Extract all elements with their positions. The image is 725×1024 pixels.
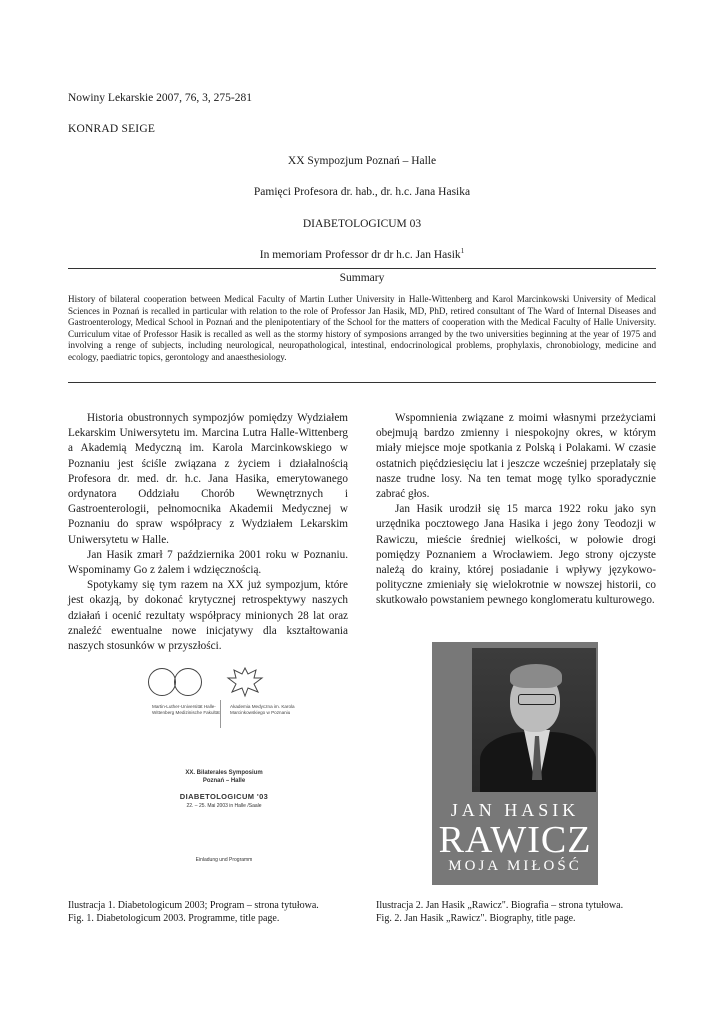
caption-polish: Ilustracja 2. Jan Hasik „Rawicz". Biografia – strona tytułowa. [376, 900, 624, 911]
portrait-glasses [518, 694, 556, 705]
institution-left: Martin-Luther-Universität Halle-Wittenberg Medizinische Fakultät [152, 704, 220, 715]
cover-subtitle: MOJA MIŁOŚĆ [448, 858, 582, 874]
cover-author: JAN HASIK [450, 800, 580, 820]
title-line-1: XX Sympozjum Poznań – Halle [287, 155, 437, 167]
author-name: KONRAD SEIGE [68, 123, 156, 135]
divider-bottom [68, 382, 656, 383]
title-line-3: DIABETOLOGICUM 03 [302, 218, 422, 230]
paragraph: Jan Hasik zmarł 7 października 2001 roku w Poznaniu. Wspominamy Go z żalem i wdzięcznością. [68, 548, 348, 577]
divider-top [68, 268, 656, 269]
summary-text: History of bilateral cooperation between Medical Faculty of Martin Luther University in Halle-Wittenberg and Karol Marcinkowski University of Medical Sciences in Poznań is recalled in particular with relation to the role of Professor Jan Hasik, MD, PhD, retired consultant of The Ward of Internal Diseases and Gastroenterology, Medical School in Poznań and the plenipotentiary of the School for the matters of cooperation with the Medical Faculty of Halle University. Curriculum vitae of Professor Hasik is recalled as well as the stormy history of symposions arranged by the two universities beginning at the year of 1975 and involving a renge of subjects, including neurological, neuropathological, intestinal, endocrinological problems, prophylaxis, chronobiology, medicine and ecology, paediatric topics, gerontology and anaesthesiology. [68, 294, 656, 362]
body-left-column [68, 411, 348, 654]
caption-polish: Ilustracja 1. Diabetologicum 2003; Program – strona tytułowa. [68, 900, 319, 911]
paragraph: Jan Hasik urodził się 15 marca 1922 roku jako syn urzędnika pocztowego Jana Hasika i jego żony Teodozji w Rawiczu, mieście średniej wielkości, w połowie drogi pomiędzy Poznaniem a Wrocławiem. Jego strony ojczyste należą do krainy, której posiadanie i wpływy językowo-polityczne zmieniały się wielokrotnie w nowszej historii, co skutkowało powstaniem pewnego konglomeratu kulturowego. [376, 503, 656, 607]
event-line-2: Poznań – Halle [202, 778, 246, 784]
title-line-2: Pamięci Profesora dr. hab., dr. h.c. Jana Hasika [253, 186, 471, 198]
portrait-hair [510, 664, 562, 688]
paragraph: Historia obustronnych sympozjów pomiędzy Wydziałem Lekarskim Uniwersytetu im. Marcina Lutra Halle-Wittenberg a Akademią Medyczną im. Karola Marcinkowskiego w Poznaniu jest ściśle związana z życiem i działalnością Profesora dr. med. dr. h.c. Jana Hasika, emerytowanego ordynatora Oddziału Chorób Wewnętrznych i Gastroenterologii, pełnomocnika Akademii Medycznej w Poznaniu do spraw współpracy z Wydziałem Lekarskim Uniwersytetu w Halle. [68, 412, 348, 546]
cover-title: RAWICZ [438, 819, 592, 861]
paragraph: Spotykamy się tym razem na XX już sympozjum, które jest okazją, by dokonać krytycznej retrospektywy naszych działań i ocenić rezultaty współpracy minionych 28 lat oraz znaleźć ewentualne nowe inicjatywy dla kształtowania naszych stosunków w przyszłości. [68, 579, 348, 653]
university-seal-icon [174, 668, 202, 696]
journal-citation: Nowiny Lekarskie 2007, 76, 3, 275-281 [68, 92, 252, 104]
event-footer: Einladung und Programm [195, 857, 253, 863]
caption-english: Fig. 1. Diabetologicum 2003. Programme, title page. [68, 913, 280, 924]
university-seal-icon [148, 668, 176, 696]
title-line-4 [68, 249, 656, 261]
event-name: DIABETOLOGICUM '03 [179, 792, 269, 801]
footnote-mark: 1 [460, 247, 465, 256]
figure-1-program-cover [94, 650, 354, 890]
figure-1-caption [68, 899, 319, 925]
caption-english: Fig. 2. Jan Hasik „Rawicz". Biography, title page. [376, 913, 576, 924]
portrait-photo [472, 648, 596, 792]
event-date: 22. – 25. Mai 2003 in Halle /Saale [186, 803, 262, 809]
summary-heading: Summary [339, 272, 385, 284]
title-line-4-text: In memoriam Professor dr dr h.c. Jan Hasik [259, 249, 461, 261]
event-line-1: XX. Bilaterales Symposium [185, 770, 263, 776]
figure-2-caption [376, 899, 623, 925]
figure-2-book-cover [432, 642, 598, 885]
paragraph: Wspomnienia związane z moimi własnymi przeżyciami obejmują bardzo zmienny i niespokojny okres, w którym miały miejsce moje spotkania z Polską i Polakami. W czasie ostatnich pięćdziesięciu lat i jeszcze wcześniej przeplatały się nasze trudne losy. Na ten temat mogę tylko sporadycznie zabrać głos. [376, 412, 656, 501]
eagle-crest-icon [226, 664, 264, 698]
institution-right: Akademia Medyczna im. Karola Marcinkowskiego w Poznaniu [230, 704, 295, 715]
body-right-column [376, 411, 656, 609]
